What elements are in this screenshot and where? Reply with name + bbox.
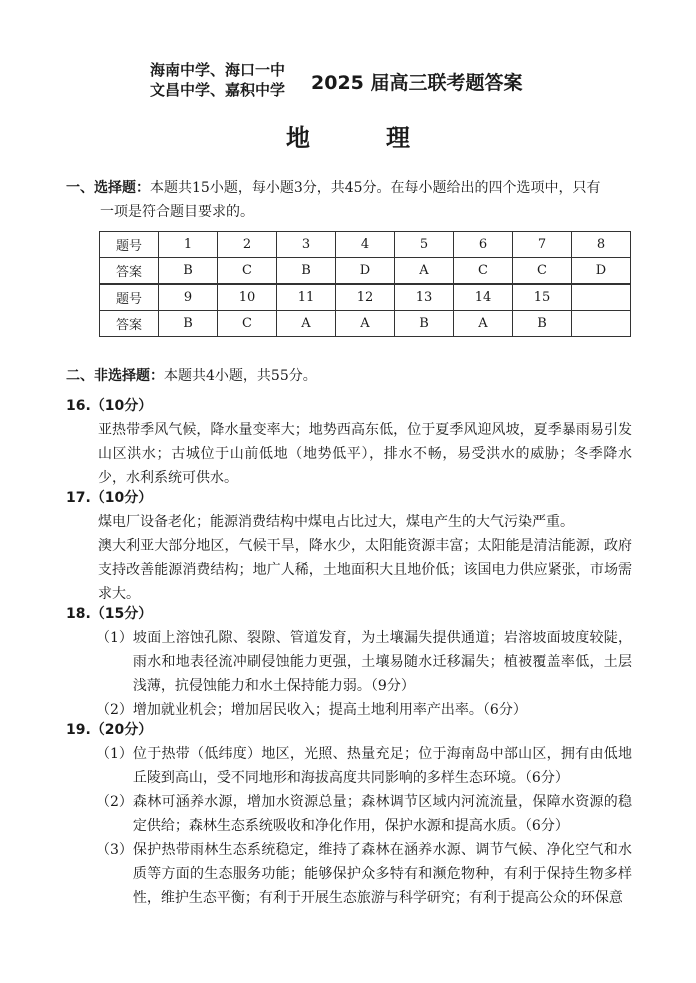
answer-cell: A xyxy=(395,258,454,285)
item-number: （1） xyxy=(96,746,133,762)
item-text: 森林可涵养水源，增加水资源总量；森林调节区域内河流流量，保障水资源的稳定供给；森林生态系统吸收和净化作用，保护水源和提高水质。（6分） xyxy=(132,794,632,834)
answer-cell: C xyxy=(218,311,277,337)
question-16 xyxy=(66,394,632,490)
question-17-answer-2: 澳大利亚大部分地区，气候干旱，降水少，太阳能资源丰富；太阳能是清洁能源，政府支持改善能源消费结构；地广人稀，土地面积大且地价低；该国电力供应紧张，市场需求大。 xyxy=(98,538,632,602)
item-number: （1） xyxy=(96,630,133,646)
answer-cell: B xyxy=(395,311,454,337)
question-number: 4 xyxy=(336,232,395,258)
question-17-answer-1: 煤电厂设备老化；能源消费结构中煤电占比过大，煤电产生的大气污染严重。 xyxy=(98,514,574,530)
section-2-name: 非选择题： xyxy=(94,368,164,384)
answer-cell: B xyxy=(159,311,218,337)
question-number: 5 xyxy=(395,232,454,258)
question-number: 3 xyxy=(277,232,336,258)
section-1-name: 选择题： xyxy=(94,180,150,196)
question-number: 2 xyxy=(218,232,277,258)
question-16-heading: 16.（10分） xyxy=(66,398,153,414)
school-names xyxy=(150,60,285,100)
section-1-desc-line-2: 一项是符合题目要求的。 xyxy=(100,204,254,220)
answer-cell: C xyxy=(454,258,513,285)
table-row-numbers-1 xyxy=(100,232,631,258)
school-names-line-2: 文昌中学、嘉积中学 xyxy=(150,81,286,99)
question-number: 8 xyxy=(572,232,631,258)
question-number xyxy=(572,284,631,311)
row-label-question: 题号 xyxy=(100,284,159,311)
question-number: 15 xyxy=(513,284,572,311)
answer-cell: B xyxy=(159,258,218,285)
answer-cell: C xyxy=(218,258,277,285)
section-2-desc: 本题共4小题，共55分。 xyxy=(164,368,317,384)
subject-title: 地 理 xyxy=(286,124,436,152)
answer-cell: B xyxy=(513,311,572,337)
question-17 xyxy=(66,486,632,606)
item-text: 保护热带雨林生态系统稳定，维持了森林在涵养水源、调节气候、净化空气和水质等方面的生态服务功能；能够保护众多特有和濒危物种，有利于保持生物多样性，维护生态平衡；有利于开展生态旅游与科学研究；有利于提高公众的环保意 xyxy=(132,842,632,906)
table-row-answers-1 xyxy=(100,258,631,285)
question-number: 6 xyxy=(454,232,513,258)
question-19-item-3 xyxy=(66,838,632,910)
item-text: 坡面上溶蚀孔隙、裂隙、管道发育，为土壤漏失提供通道；岩溶坡面坡度较陡，雨水和地表径流冲刷侵蚀能力更强，土壤易随水迁移漏失；植被覆盖率低，土层浅薄，抗侵蚀能力和水土保持能力弱。（9分） xyxy=(132,630,632,694)
question-19 xyxy=(66,718,632,910)
row-label-answer: 答案 xyxy=(100,258,159,285)
question-number: 11 xyxy=(277,284,336,311)
question-17-heading: 17.（10分） xyxy=(66,490,153,506)
row-label-question: 题号 xyxy=(100,232,159,258)
question-number: 13 xyxy=(395,284,454,311)
section-1-desc-line-1: 本题共15小题，每小题3分，共45分。在每小题给出的四个选项中，只有 xyxy=(150,180,601,196)
exam-title: 2025 届高三联考题答案 xyxy=(311,72,523,94)
question-number: 12 xyxy=(336,284,395,311)
question-19-item-2 xyxy=(66,790,632,838)
question-19-heading: 19.（20分） xyxy=(66,722,153,738)
item-number: （2） xyxy=(96,702,133,718)
answer-cell: D xyxy=(572,258,631,285)
item-text: 增加就业机会；增加居民收入；提高土地利用率产出率。（6分） xyxy=(132,702,527,718)
answer-cell: A xyxy=(277,311,336,337)
answer-cell: A xyxy=(336,311,395,337)
question-18-heading: 18.（15分） xyxy=(66,606,153,622)
school-names-line-1: 海南中学、海口一中 xyxy=(150,61,286,79)
question-18 xyxy=(66,602,632,722)
document-header xyxy=(0,60,696,104)
question-number: 1 xyxy=(159,232,218,258)
question-16-answer: 亚热带季风气候，降水量变率大；地势西高东低，位于夏季风迎风坡，夏季暴雨易引发山区洪水；古城位于山前低地（地势低平），排水不畅，易受洪水的威胁；冬季降水少，水利系统可供水。 xyxy=(98,422,632,486)
section-1-heading xyxy=(66,176,632,224)
answer-cell: B xyxy=(277,258,336,285)
question-number: 14 xyxy=(454,284,513,311)
row-label-answer: 答案 xyxy=(100,311,159,337)
item-text: 位于热带（低纬度）地区，光照、热量充足；位于海南岛中部山区，拥有由低地丘陵到高山，受不同地形和海拔高度共同影响的多样生态环境。（6分） xyxy=(132,746,632,786)
table-row-numbers-2 xyxy=(100,284,631,311)
answer-cell xyxy=(572,311,631,337)
question-number: 7 xyxy=(513,232,572,258)
table-row-answers-2 xyxy=(100,311,631,337)
section-1-number: 一、 xyxy=(66,180,94,196)
question-19-item-1 xyxy=(66,742,632,790)
section-2-heading xyxy=(66,364,632,388)
answer-cell: A xyxy=(454,311,513,337)
question-number: 9 xyxy=(159,284,218,311)
answer-cell: D xyxy=(336,258,395,285)
answer-table xyxy=(99,231,631,337)
section-2-number: 二、 xyxy=(66,368,94,384)
item-number: （3） xyxy=(96,842,133,858)
question-18-item-1 xyxy=(66,626,632,698)
answer-cell: C xyxy=(513,258,572,285)
item-number: （2） xyxy=(96,794,133,810)
question-number: 10 xyxy=(218,284,277,311)
